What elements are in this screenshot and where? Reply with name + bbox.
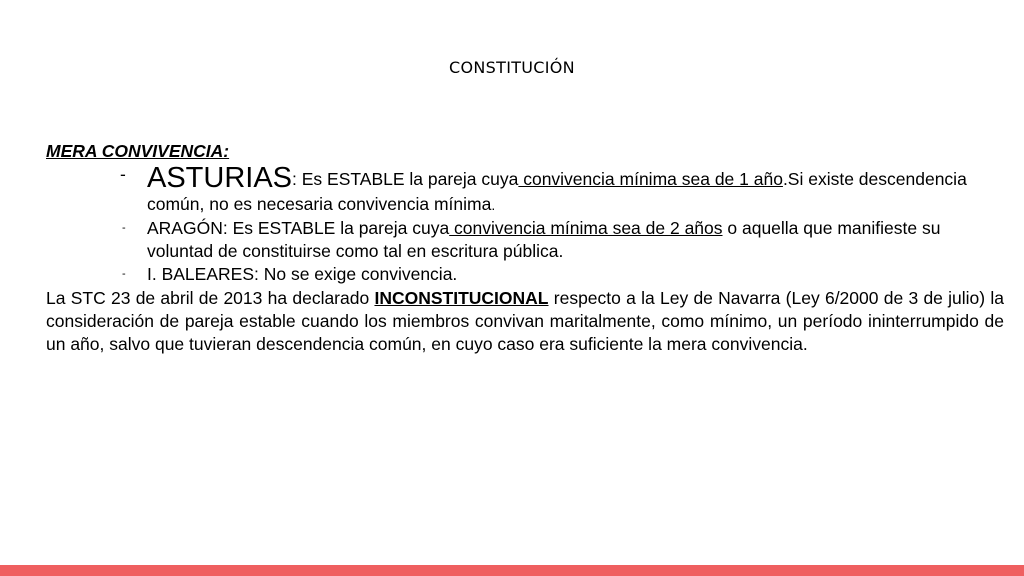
- bullet-text: : Es ESTABLE la pareja cuya: [292, 169, 519, 189]
- section-heading: MERA CONVIVENCIA:: [46, 141, 230, 161]
- footer-accent-bar: [0, 565, 1024, 576]
- bullet-text: I. BALEARES: No se exige convivencia.: [147, 264, 458, 284]
- bullet-dash: -: [122, 268, 126, 280]
- region-asturias: ASTURIAS: [147, 162, 293, 194]
- bullet-text: : Es ESTABLE la pareja cuya: [222, 218, 450, 238]
- paragraph-text: La STC 23 de abril de 2013 ha declarado: [46, 288, 375, 308]
- region-aragon: ARAGÓN: [147, 218, 223, 238]
- bullet-aragon: [46, 217, 1004, 263]
- bullet-asturias: [46, 163, 1004, 217]
- paragraph-emphasis: INCONSTITUCIONAL: [374, 288, 549, 308]
- bullet-text: .Si existe descendencia común, no es necesaria convivencia mínima: [147, 169, 967, 214]
- bullet-underlined-text: convivencia mínima sea de 1 año: [518, 169, 783, 189]
- bullet-dash: -: [122, 222, 126, 234]
- slide-content: [46, 140, 1004, 356]
- paragraph-text: respecto a la Ley de Navarra (Ley 6/2000 de 3 de julio) la consideración de pareja estable cuando los miembros convivan maritalmente, como mínimo, un período ininterrumpido de un año, salvo que tuvieran descendencia común, en cuyo caso era suficiente la mera convivencia.: [46, 288, 1004, 354]
- bullet-underlined-text: convivencia mínima sea de 2 años: [449, 218, 723, 238]
- stc-paragraph: [46, 287, 1004, 356]
- bullet-dash: -: [120, 164, 126, 184]
- bullet-text: o aquella que manifieste su voluntad de constituirse como tal en escritura pública.: [147, 218, 941, 261]
- bullet-baleares: [46, 263, 1004, 286]
- slide-title: CONSTITUCIÓN: [449, 58, 575, 77]
- bullet-period: .: [491, 197, 496, 213]
